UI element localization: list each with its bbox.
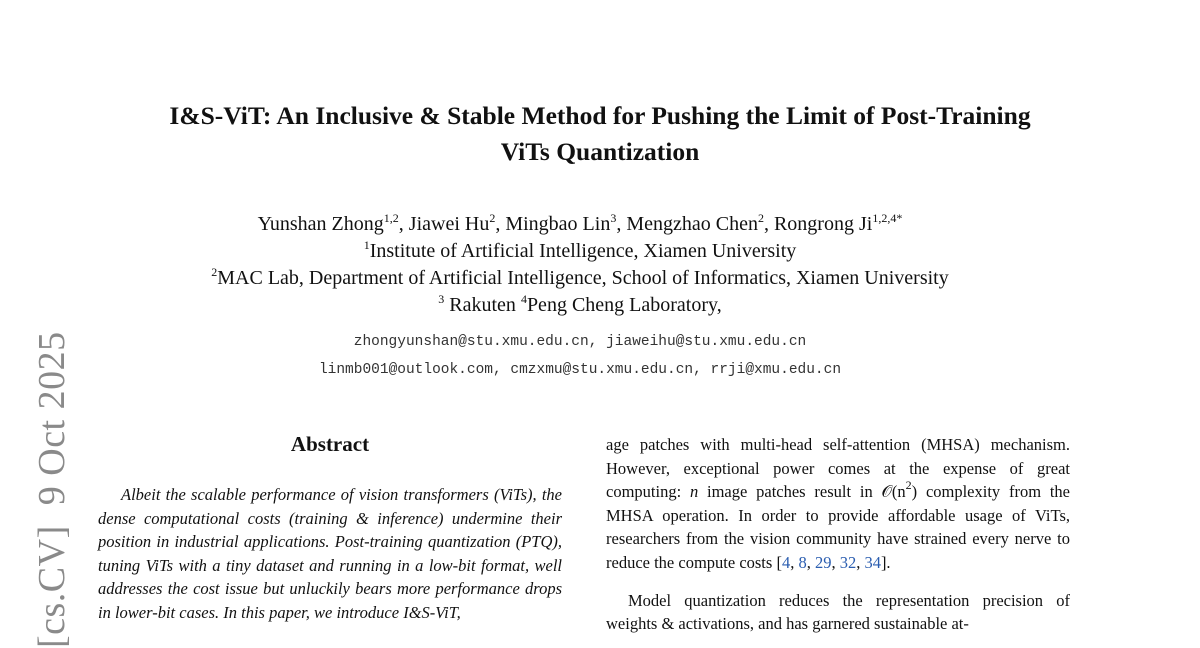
- arxiv-sidebar-id: [cs.CV] 9 Oct 2025: [31, 331, 73, 648]
- citation-link[interactable]: 34: [864, 552, 881, 572]
- citation-link[interactable]: 32: [839, 552, 857, 572]
- author-affil-sup: 3: [610, 211, 617, 225]
- math-var-n: n: [689, 482, 699, 502]
- author-affil-sup: 2: [757, 211, 764, 225]
- title-line-2: ViTs Quantization: [500, 137, 700, 166]
- email-block: [80, 328, 1080, 384]
- paper-title: [80, 98, 1120, 170]
- math-exponent: 2: [905, 478, 912, 493]
- author-separator: ,: [495, 213, 506, 235]
- affil-sup: 4: [520, 292, 527, 306]
- math-big-o: 𝒪(n: [881, 482, 906, 502]
- intro-paragraph-1: age patches with multi-head self-attention (MHSA) mechanism. However, exceptional power comes at the expense of great computing: n image patches result in $𝒪(n^2)$ complexity from the MHSA operation. In order to provide affordable usage of ViTs, researchers from the vision community have strained every nerve to reduce the compute costs [4, 8, 29, 32, 34].: [606, 435, 1070, 572]
- email-line-1: zhongyunshan@stu.xmu.edu.cn, jiaweihu@stu.xmu.edu.cn: [353, 334, 807, 350]
- intro-column: [606, 433, 1070, 636]
- author-separator: ,: [398, 213, 409, 235]
- intro-paragraph-2: Model quantization reduces the representation precision of weights & activations, and has garnered sustainable at-: [606, 590, 1070, 634]
- affiliation-1: [80, 238, 1080, 265]
- author-list: [80, 211, 1080, 238]
- authors-block: [80, 211, 1080, 319]
- author-affil-sup: 1,2,4*: [872, 211, 903, 225]
- affiliation-2: [80, 265, 1080, 292]
- affiliation-3-4: [80, 292, 1080, 319]
- title-line-1: I&S-ViT: An Inclusive & Stable Method for Pushing the Limit of Post-Training: [169, 101, 1031, 130]
- text-run: age patches with multi-head self-attention (MHSA) mechanism. However, exceptional power comes at the expense of great computing:: [606, 435, 1070, 502]
- author-name: Jiawei Hu: [408, 213, 490, 235]
- citation-link[interactable]: 8: [798, 552, 807, 572]
- affil-text: Institute of Artificial Intelligence, Xiamen University: [369, 240, 797, 262]
- author-separator: ,: [616, 213, 627, 235]
- text-run: complexity from the MHSA operation. In order to provide affordable usage of ViTs, researchers from the vision community have strained every nerve to reduce the compute costs [: [606, 482, 1070, 572]
- email-line-2: linmb001@outlook.com, cmzxmu@stu.xmu.edu.cn, rrji@xmu.edu.cn: [318, 362, 842, 378]
- affil-sup: 1: [363, 238, 370, 252]
- affil-text: Peng Cheng Laboratory,: [526, 294, 722, 316]
- citation-link[interactable]: 29: [814, 552, 832, 572]
- affil-text: MAC Lab, Department of Artificial Intelligence, School of Informatics, Xiamen University: [217, 267, 949, 289]
- citation-link[interactable]: 4: [781, 552, 791, 572]
- author-name: Mengzhao Chen: [626, 213, 758, 235]
- affil-sup: 3: [438, 292, 445, 306]
- text-run: image patches result in: [698, 482, 882, 502]
- author-affil-sup: 1,2: [383, 211, 399, 225]
- text-run: ].: [880, 552, 891, 572]
- author-name: Rongrong Ji: [773, 213, 873, 235]
- abstract-text: Albeit the scalable performance of vision transformers (ViTs), the dense computational costs (training & inference) undermine their position in industrial applications. Post-training quantization (PTQ), tuning ViTs with a tiny dataset and running in a low-bit format, well addresses the cost issue but unluckily bears more performance drops in lower-bit cases. In this paper, we introduce I&S-ViT,: [98, 485, 562, 622]
- author-name: Yunshan Zhong: [257, 213, 384, 235]
- author-name: Mingbao Lin: [505, 213, 611, 235]
- author-affil-sup: 2: [489, 211, 496, 225]
- math-close: ): [911, 482, 918, 502]
- abstract-heading: Abstract: [290, 432, 370, 456]
- affil-sup: 2: [211, 265, 218, 279]
- author-separator: ,: [763, 213, 774, 235]
- affil-text: Rakuten: [444, 294, 521, 316]
